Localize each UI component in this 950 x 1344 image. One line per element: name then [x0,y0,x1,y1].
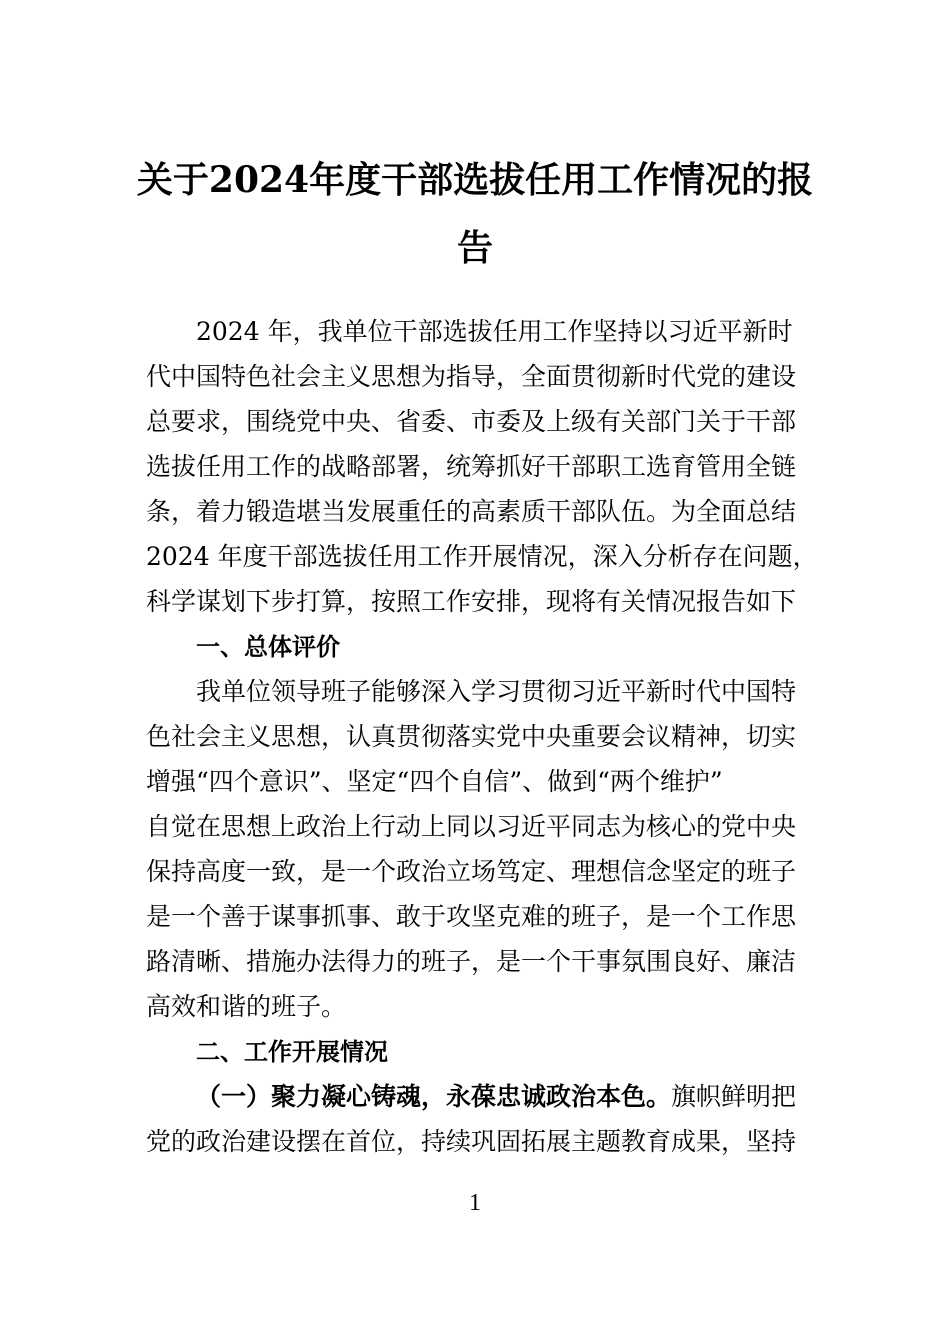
section-heading: 一、总体评价 [196,633,340,661]
paragraph-line: 选拔任用工作的战略部署，统筹抓好干部职工选育管用全链 [146,452,797,481]
paragraph-line: 党的政治建设摆在首位，持续巩固拓展主题教育成果，坚持 [146,1127,797,1156]
paragraph-line: 总要求，围绕党中央、省委、市委及上级有关部门关于干部 [146,407,797,436]
subsection-line [196,1081,806,1113]
paragraph-line: 路清晰、措施办法得力的班子，是一个干事氛围良好、廉洁 [146,947,797,976]
paragraph-line: 保持高度一致，是一个政治立场笃定、理想信念坚定的班子 [146,857,797,886]
paragraph-line: 我单位领导班子能够深入学习贯彻习近平新时代中国特 [196,677,797,706]
paragraph-line: 高效和谐的班子。 [146,992,347,1021]
subsection-lead: （一）聚力凝心铸魂，永葆忠诚政治本色。 [196,1082,672,1111]
paragraph-line: 2024 年度干部选拔任用工作开展情况，深入分析存在问题， [146,542,818,571]
paragraph-line: 增强“四个意识”、坚定“四个自信”、做到“两个维护” [146,767,723,796]
paragraph-line: 科学谋划下步打算，按照工作安排，现将有关情况报告如下 [146,587,797,616]
section-heading: 二、工作开展情况 [196,1038,388,1066]
page-number: 1 [469,1190,481,1216]
paragraph-line: 2024 年，我单位干部选拔任用工作坚持以习近平新时 [196,317,793,346]
paragraph-line: 自觉在思想上政治上行动上同以习近平同志为核心的党中央 [146,812,797,841]
paragraph-line: 色社会主义思想，认真贯彻落实党中央重要会议精神，切实 [146,722,797,751]
paragraph-line: 条，着力锻造堪当发展重任的高素质干部队伍。为全面总结 [146,497,797,526]
subsection-text: 旗帜鲜明把 [671,1082,797,1111]
document-title-line-1: 关于2024年度干部选拔任用工作情况的报 [136,159,814,201]
paragraph-line: 代中国特色社会主义思想为指导，全面贯彻新时代党的建设 [146,362,797,391]
document-title-line-2: 告 [456,227,493,269]
paragraph-line: 是一个善于谋事抓事、敢于攻坚克难的班子，是一个工作思 [146,902,797,931]
